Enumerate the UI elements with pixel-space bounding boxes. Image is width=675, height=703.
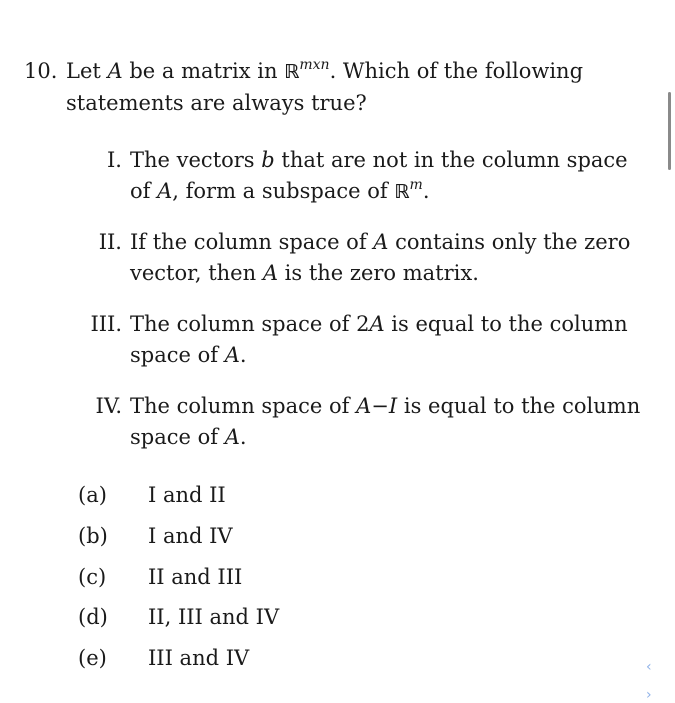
matrix-variable: A xyxy=(224,343,240,367)
statement-4 xyxy=(0,391,675,455)
text: . xyxy=(422,179,430,203)
option-label: (a) xyxy=(78,483,107,507)
text: space of xyxy=(130,343,225,367)
text: is equal to the column xyxy=(384,312,628,336)
matrix-variable: A xyxy=(224,425,240,449)
statement-label: II. xyxy=(98,230,122,254)
question-line-2: statements are always true? xyxy=(66,91,367,115)
text: contains only the zero xyxy=(388,230,631,254)
scrollbar-thumb[interactable] xyxy=(668,92,671,170)
text: that are not in the column space xyxy=(274,148,628,172)
vector-variable: b xyxy=(261,148,275,172)
statement-label: III. xyxy=(90,312,122,336)
option-d[interactable] xyxy=(0,602,675,634)
statement-text xyxy=(130,227,655,289)
statement-line xyxy=(130,391,655,422)
dimension-superscript: m xyxy=(409,177,423,193)
prompt-text: . Which of the following xyxy=(329,59,584,83)
option-label: (e) xyxy=(78,646,107,670)
real-numbers-symbol: ℝ xyxy=(394,181,410,203)
statement-text xyxy=(130,391,655,453)
chevron-icon[interactable]: › xyxy=(646,687,652,703)
statement-label: IV. xyxy=(95,394,122,418)
chevron-up-icon[interactable]: ‹ xyxy=(646,659,652,675)
statement-line xyxy=(130,422,655,453)
statement-line xyxy=(130,227,655,258)
text: The column space of xyxy=(130,394,357,418)
option-text: II and III xyxy=(148,565,243,589)
option-text: II, III and IV xyxy=(148,605,280,629)
text: . xyxy=(239,343,247,367)
text: . xyxy=(239,425,247,449)
minus-sign: − xyxy=(371,394,389,418)
statement-line xyxy=(130,176,655,208)
option-e[interactable] xyxy=(0,643,675,675)
text: vector, then xyxy=(130,261,263,285)
prompt-text: be a matrix in xyxy=(122,59,285,83)
matrix-variable: A xyxy=(373,230,389,254)
matrix-variable: A xyxy=(107,59,123,83)
matrix-variable: A xyxy=(369,312,385,336)
option-c[interactable] xyxy=(0,562,675,594)
statement-3 xyxy=(0,309,675,373)
text: of xyxy=(130,179,158,203)
question-line-1 xyxy=(66,56,651,88)
text: The vectors xyxy=(130,148,262,172)
statement-line xyxy=(130,145,655,176)
statement-label: I. xyxy=(107,148,122,172)
option-text: I and IV xyxy=(148,524,233,548)
real-numbers-symbol: ℝ xyxy=(284,61,300,83)
text: If the column space of xyxy=(130,230,374,254)
option-label: (c) xyxy=(78,565,107,589)
option-text: III and IV xyxy=(148,646,250,670)
text: The column space of 2 xyxy=(130,312,370,336)
identity-variable: I xyxy=(388,394,398,418)
matrix-variable: A xyxy=(356,394,372,418)
prompt-text: Let xyxy=(66,59,108,83)
option-a[interactable] xyxy=(0,480,675,512)
option-b[interactable] xyxy=(0,521,675,553)
statement-line xyxy=(130,309,655,340)
statement-line xyxy=(130,258,655,289)
statement-text xyxy=(130,309,655,371)
statement-line xyxy=(130,340,655,371)
question-prompt xyxy=(66,56,651,119)
option-label: (d) xyxy=(78,605,108,629)
statement-2 xyxy=(0,227,675,291)
option-label: (b) xyxy=(78,524,108,548)
question-number: 10. xyxy=(24,59,58,83)
statement-1 xyxy=(0,145,675,209)
matrix-variable: A xyxy=(262,261,278,285)
text: is the zero matrix. xyxy=(277,261,479,285)
text: space of xyxy=(130,425,225,449)
statement-text xyxy=(130,145,655,208)
text: , form a subspace of xyxy=(172,179,395,203)
matrix-variable: A xyxy=(157,179,173,203)
text: is equal to the column xyxy=(397,394,641,418)
dimension-superscript: mxn xyxy=(299,57,330,73)
option-text: I and II xyxy=(148,483,226,507)
